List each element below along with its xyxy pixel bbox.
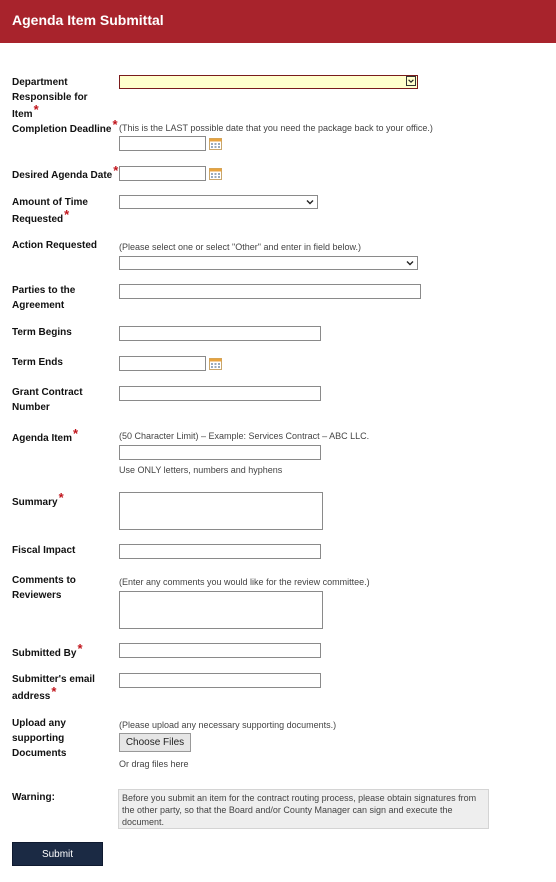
upload-label: Upload any supporting Documents [12,718,67,759]
summary-textarea[interactable] [119,492,323,530]
calendar-icon[interactable] [209,137,222,150]
page-header [0,0,556,43]
agenda-item-note: (50 Character Limit) – Example: Services Contract – ABC LLC. [119,431,370,441]
submit-button[interactable]: Submit [12,842,103,866]
parties-label: Parties to the Agreement [12,285,76,311]
choose-files-button[interactable]: Choose Files [119,733,191,752]
required-marker: * [77,641,83,656]
term-ends-label: Term Ends [12,357,63,368]
term-begins-input[interactable] [119,326,321,341]
submitted-by-label: Submitted By* [12,641,83,659]
upload-note: (Please upload any necessary supporting documents.) [119,720,337,730]
action-requested-note: (Please select one or select "Other" and enter in field below.) [119,242,362,252]
term-ends-input[interactable] [119,356,206,371]
required-marker: * [73,426,79,441]
required-marker: * [58,490,64,505]
comments-textarea[interactable] [119,591,323,629]
agenda-item-hint: Use ONLY letters, numbers and hyphens [119,465,283,475]
chevron-down-icon [406,76,416,86]
drag-files-hint: Or drag files here [119,759,189,769]
email-label: Submitter's email address* [12,674,95,702]
calendar-icon[interactable] [209,167,222,180]
desired-agenda-date-label: Desired Agenda Date* [12,163,119,181]
completion-deadline-note: (This is the LAST possible date that you need the package back to your office.) [119,123,433,133]
agenda-item-label: Agenda Item* [12,426,79,444]
completion-deadline-input[interactable] [119,136,206,151]
fiscal-impact-label: Fiscal Impact [12,545,76,556]
term-begins-label: Term Begins [12,327,72,338]
parties-input[interactable] [119,284,421,299]
email-input[interactable] [119,673,321,688]
required-marker: * [113,163,119,178]
required-marker: * [51,684,57,699]
agenda-item-input[interactable] [119,445,321,460]
required-marker: * [112,117,118,132]
warning-text: Before you submit an item for the contract routing process, please obtain signatures from the other party, so that the Board and/or County Manager can sign and execute the document. [118,789,489,829]
chevron-down-icon [305,197,315,207]
desired-agenda-date-input[interactable] [119,166,206,181]
fiscal-impact-input[interactable] [119,544,321,559]
action-requested-select[interactable] [119,256,418,270]
warning-label: Warning: [12,792,55,803]
amount-of-time-select[interactable] [119,195,318,209]
required-marker: * [64,207,70,222]
chevron-down-icon [405,258,415,268]
action-requested-label: Action Requested [12,240,98,251]
submitted-by-input[interactable] [119,643,321,658]
grant-contract-label: Grant Contract Number [12,387,83,413]
amount-of-time-label: Amount of Time Requested* [12,197,88,225]
page-title: Agenda Item Submittal [12,12,164,28]
calendar-icon[interactable] [209,357,222,370]
department-label: Department Responsible for Item* [12,77,88,120]
required-marker: * [33,102,39,117]
comments-label: Comments to Reviewers [12,575,76,601]
summary-label: Summary* [12,490,64,508]
comments-note: (Enter any comments you would like for the review committee.) [119,577,370,587]
department-select[interactable] [119,75,418,89]
grant-contract-input[interactable] [119,386,321,401]
completion-deadline-label: Completion Deadline* [12,117,118,135]
